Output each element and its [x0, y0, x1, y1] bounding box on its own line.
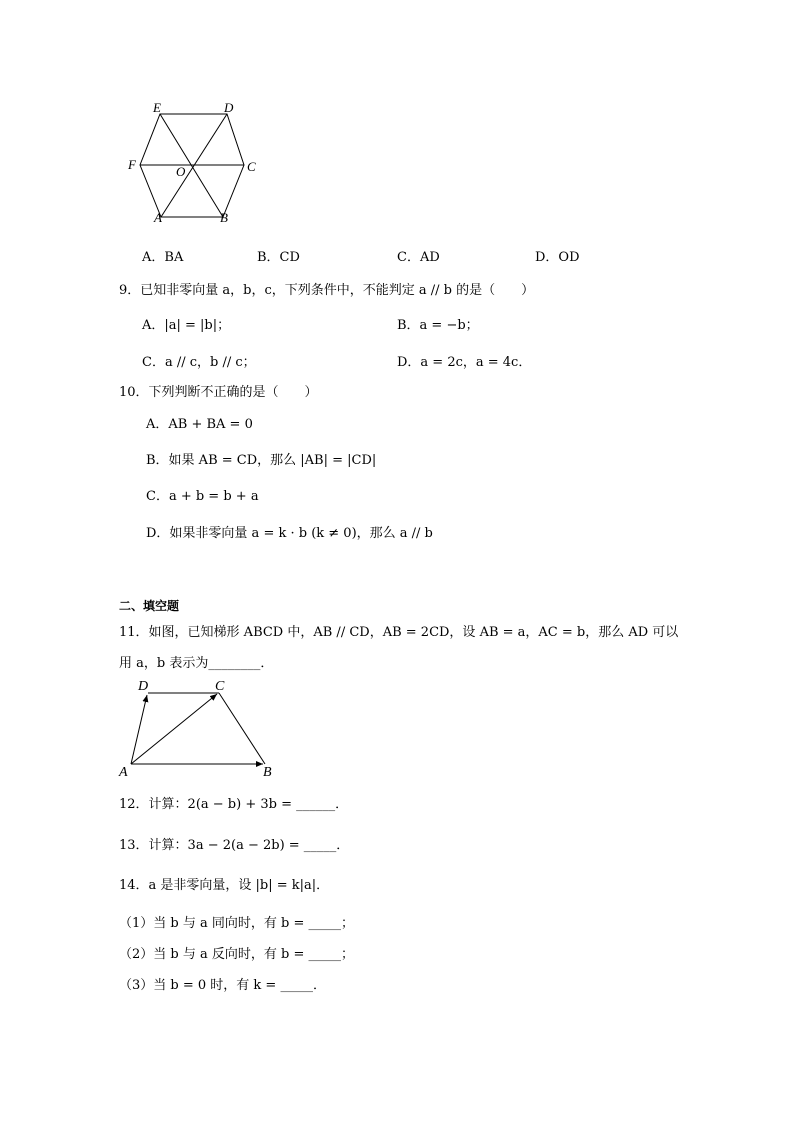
q9-option-c[interactable]: C．a // c，b // c；: [142, 355, 256, 370]
q10-option-a[interactable]: A．AB + BA = 0: [146, 417, 253, 432]
label-c: C: [247, 159, 256, 174]
q10-option-c[interactable]: C．a + b = b + a: [146, 489, 259, 504]
label-o: O: [176, 164, 186, 179]
q8-option-b[interactable]: B．CD: [257, 250, 300, 265]
label-d: D: [138, 679, 149, 694]
q14-stem: 14．a 是非零向量，设 |b| = k|a|．: [119, 878, 330, 893]
vector-ad: [131, 695, 147, 764]
q9-option-a[interactable]: A．|a| = |b|；: [142, 318, 231, 333]
label-f: F: [128, 157, 136, 172]
hexagon-figure: [120, 100, 270, 230]
q14-part1: （1）当 b 与 a 同向时，有 b = _____；: [119, 916, 354, 931]
q10-stem: 10．下列判断不正确的是（ ）: [119, 385, 318, 400]
section-title: 二、填空题: [119, 599, 180, 613]
label-b: B: [263, 765, 272, 780]
q12: 12．计算：2(a − b) + 3b = ______．: [119, 797, 349, 812]
label-d: D: [224, 100, 234, 115]
q11-line1: 11．如图，已知梯形 ABCD 中，AB // CD，AB = 2CD，设 AB = a，AC = b，那么 AD 可以: [119, 625, 679, 640]
q9-option-b[interactable]: B．a = −b；: [397, 318, 479, 333]
q8-option-d[interactable]: D．OD: [535, 250, 580, 265]
q9-stem: 9．已知非零向量 a，b，c，下列条件中，不能判定 a // b 的是（ ）: [119, 283, 535, 298]
q10-option-b[interactable]: B．如果 AB = CD，那么 |AB| = |CD|: [146, 453, 377, 468]
trapezoid-figure: [115, 676, 285, 781]
q11-line2: 用 a，b 表示为________．: [119, 656, 274, 671]
label-a: A: [154, 210, 162, 225]
label-a: A: [119, 765, 128, 780]
q10-option-d[interactable]: D．如果非零向量 a = k · b (k ≠ 0)，那么 a // b: [146, 526, 433, 541]
vector-ac: [131, 694, 217, 764]
q8-option-a[interactable]: A．BA: [142, 250, 184, 265]
q13: 13．计算：3a − 2(a − 2b) = _____．: [119, 838, 350, 853]
label-c: C: [215, 679, 225, 694]
q9-option-d[interactable]: D．a = 2c，a = 4c．: [397, 355, 532, 370]
label-b: B: [220, 210, 228, 225]
segment-cb: [219, 693, 265, 764]
q14-part3: （3）当 b = 0 时，有 k = _____．: [119, 978, 326, 993]
q14-part2: （2）当 b 与 a 反向时，有 b = _____；: [119, 947, 354, 962]
label-e: E: [153, 100, 161, 115]
q8-option-c[interactable]: C．AD: [397, 250, 440, 265]
